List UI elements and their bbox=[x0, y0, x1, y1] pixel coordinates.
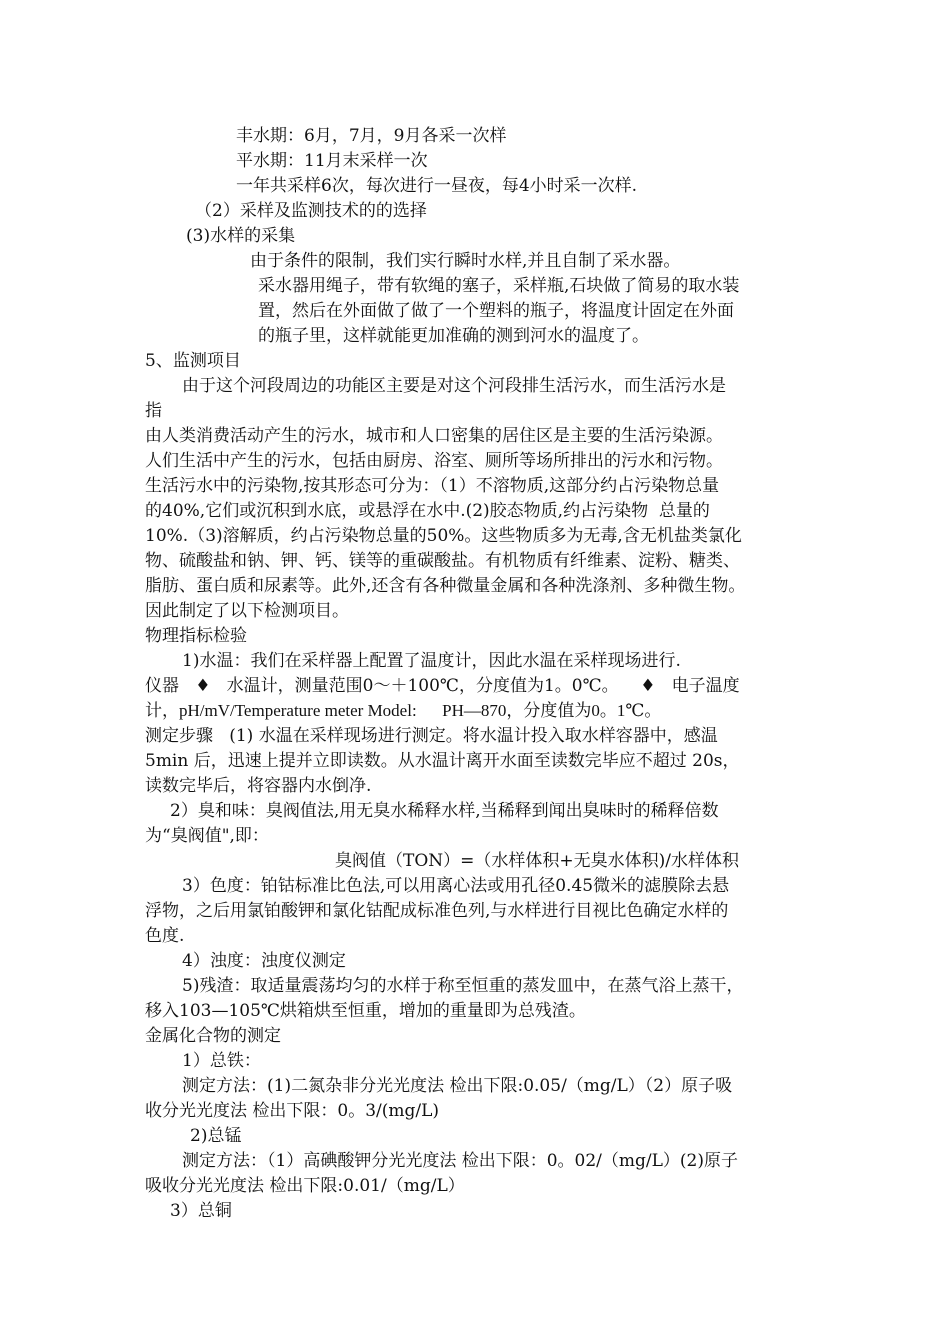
text-line: 2)总锰 bbox=[190, 1126, 242, 1146]
text-line: 仪器 ♦ 水温计，测量范围0～＋100℃，分度值为1。0℃。 ♦ 电子温度 bbox=[145, 676, 740, 696]
formula-line: 臭阀值（TON）=（水样体积+无臭水体积)/水样体积 bbox=[335, 851, 739, 871]
text-line: 3）总铜 bbox=[170, 1201, 232, 1221]
text-line: 的40%,它们或沉积到水底，或悬浮在水中.(2)胶态物质,约占污染物 总量的 bbox=[145, 501, 710, 521]
text-line: 1）总铁： bbox=[182, 1051, 261, 1071]
subsection-heading: 物理指标检验 bbox=[145, 626, 247, 646]
section-heading: 5、监测项目 bbox=[145, 351, 241, 371]
text-line: 丰水期：6月，7月，9月各采一次样 bbox=[236, 126, 507, 146]
text-line: (3)水样的采集 bbox=[186, 226, 296, 246]
text-line: 测定方法：(1)二氮杂非分光光度法 检出下限:0.05/（mg/L）（2）原子吸 bbox=[182, 1076, 733, 1096]
text-line: 收分光光度法 检出下限：0。3/(mg/L) bbox=[145, 1101, 440, 1121]
text-line: 平水期：11月末采样一次 bbox=[236, 151, 428, 171]
text-line: 测定步骤 (1) 水温在采样现场进行测定。将水温计投入取水样容器中，感温 bbox=[145, 726, 718, 746]
text-line: 4）浊度：浊度仪测定 bbox=[182, 951, 346, 971]
text-line: 因此制定了以下检测项目。 bbox=[145, 601, 349, 621]
text-line: 脂肪、蛋白质和尿素等。此外,还含有各种微量金属和各种洗涤剂、多种微生物。 bbox=[145, 576, 746, 596]
text-line: 1)水温：我们在采样器上配置了温度计，因此水温在采样现场进行. bbox=[182, 651, 681, 671]
text-line: 采水器用绳子，带有软绳的塞子，采样瓶,石块做了简易的取水装 bbox=[258, 276, 740, 296]
text-line: 由人类消费活动产生的污水，城市和人口密集的居住区是主要的生活污染源。 bbox=[145, 426, 723, 446]
text-line: 物、硫酸盐和钠、钾、钙、镁等的重碳酸盐。有机物质有纤维素、淀粉、糖类、 bbox=[145, 551, 740, 571]
text-line: 人们生活中产生的污水，包括由厨房、浴室、厕所等场所排出的污水和污物。 bbox=[145, 451, 723, 471]
text-line: 2）臭和味：臭阀值法,用无臭水稀释水样,当稀释到闻出臭味时的稀释倍数 bbox=[170, 801, 719, 821]
text-line: 5min 后，迅速上提并立即读数。从水温计离开水面至读数完毕应不超过 20s， bbox=[145, 751, 740, 771]
text-line: 由于这个河段周边的功能区主要是对这个河段排生活污水，而生活污水是 bbox=[182, 376, 726, 396]
text-line: 为“臭阀值",即： bbox=[145, 826, 269, 846]
text-line: 吸收分光光度法 检出下限:0.01/（mg/L） bbox=[145, 1176, 465, 1196]
text-line: 测定方法：（1）高碘酸钾分光光度法 检出下限：0。02/（mg/L）(2)原子 bbox=[182, 1151, 738, 1171]
text-line: 5)残渣：取适量震荡均匀的水样于称至恒重的蒸发皿中，在蒸气浴上蒸干， bbox=[182, 976, 744, 996]
text-line: 指 bbox=[145, 401, 162, 421]
text-line: 10%.（3)溶解质，约占污染物总量的50%。这些物质多为无毒,含无机盐类氯化 bbox=[145, 526, 742, 546]
text-line: （2）采样及监测技术的的选择 bbox=[195, 201, 427, 221]
text-line: 3）色度：铂钴标准比色法,可以用离心法或用孔径0.45微米的滤膜除去悬 bbox=[182, 876, 730, 896]
text-line: 生活污水中的污染物,按其形态可分为：（1）不溶物质,这部分约占污染物总量 bbox=[145, 476, 720, 496]
text-line: 的瓶子里，这样就能更加准确的测到河水的温度了。 bbox=[258, 326, 649, 346]
text-line: 置，然后在外面做了做了一个塑料的瓶子，将温度计固定在外面 bbox=[258, 301, 734, 321]
text-line: 读数完毕后，将容器内水倒净. bbox=[145, 776, 372, 796]
text-line: 色度. bbox=[145, 926, 185, 946]
text-line: 浮物，之后用氯铂酸钾和氯化钴配成标准色列,与水样进行目视比色确定水样的 bbox=[145, 901, 729, 921]
text-line: 计，pH/mV/Temperature meter Model: PH—870，分度值为0。1℃。 bbox=[145, 701, 662, 720]
text-line: 一年共采样6次，每次进行一昼夜，每4小时采一次样. bbox=[236, 176, 638, 196]
text-line: 由于条件的限制，我们实行瞬时水样,并且自制了采水器。 bbox=[250, 251, 681, 271]
subsection-heading: 金属化合物的测定 bbox=[145, 1026, 281, 1046]
text-line: 移入103—105℃烘箱烘至恒重，增加的重量即为总残渣。 bbox=[145, 1001, 586, 1021]
